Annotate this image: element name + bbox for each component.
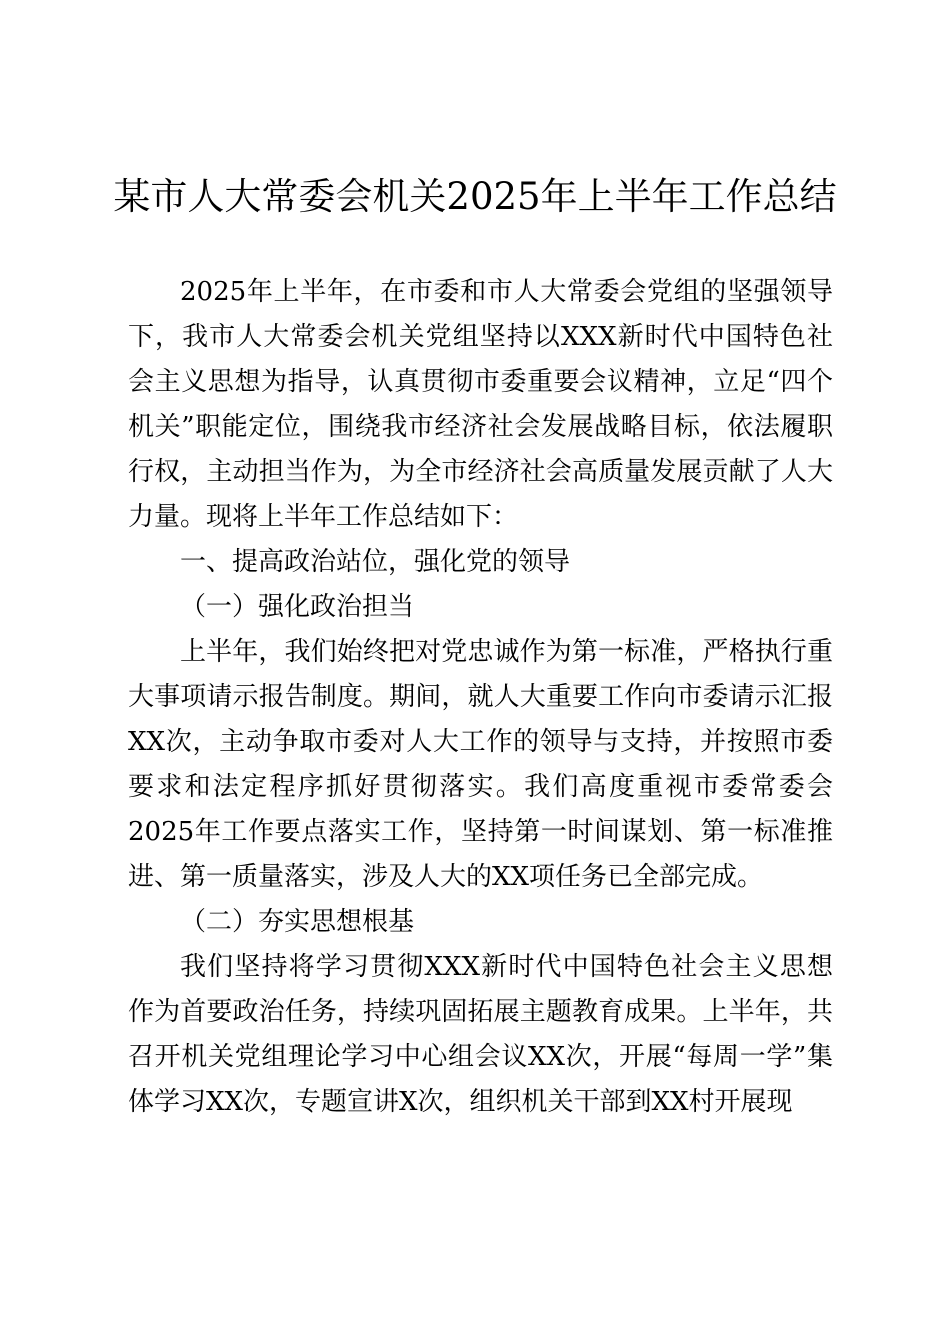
document-title: 某市人大常委会机关2025年上半年工作总结 (113, 175, 837, 218)
intro-paragraph: 2025年上半年，在市委和市人大常委会党组的坚强领导下，我市人大常委会机关党组坚持以XXX新时代中国特色社会主义思想为指导，认真贯彻市委重要会议精神，立足“四个机关”职能定位，围绕我市经济社会发展战略目标，依法履职行权，主动担当作为，为全市经济社会高质量发展贡献了人大力量。现将上半年工作总结如下： (128, 277, 833, 532)
section-heading-1: 一、提高政治站位，强化党的领导 (180, 547, 571, 577)
subsection-paragraph-1: 上半年，我们始终把对党忠诚作为第一标准，严格执行重大事项请示报告制度。期间，就人大重要工作向市委请示汇报XX次，主动争取市委对人大工作的领导与支持，并按照市委要求和法定程序抓好贯彻落实。我们高度重视市委常委会2025年工作要点落实工作，坚持第一时间谋划、第一标准推进、第一质量落实，涉及人大的XX项任务已全部完成。 (128, 637, 833, 892)
subsection-heading-1: （一）强化政治担当 (180, 592, 415, 622)
document-body (128, 270, 833, 1125)
subsection-heading-2: （二）夯实思想根基 (180, 907, 415, 937)
subsection-paragraph-2: 我们坚持将学习贯彻XXX新时代中国特色社会主义思想作为首要政治任务，持续巩固拓展主题教育成果。上半年，共召开机关党组理论学习中心组会议XX次，开展“每周一学”集体学习XX次，专题宣讲X次，组织机关干部到XX村开展现 (128, 952, 833, 1117)
